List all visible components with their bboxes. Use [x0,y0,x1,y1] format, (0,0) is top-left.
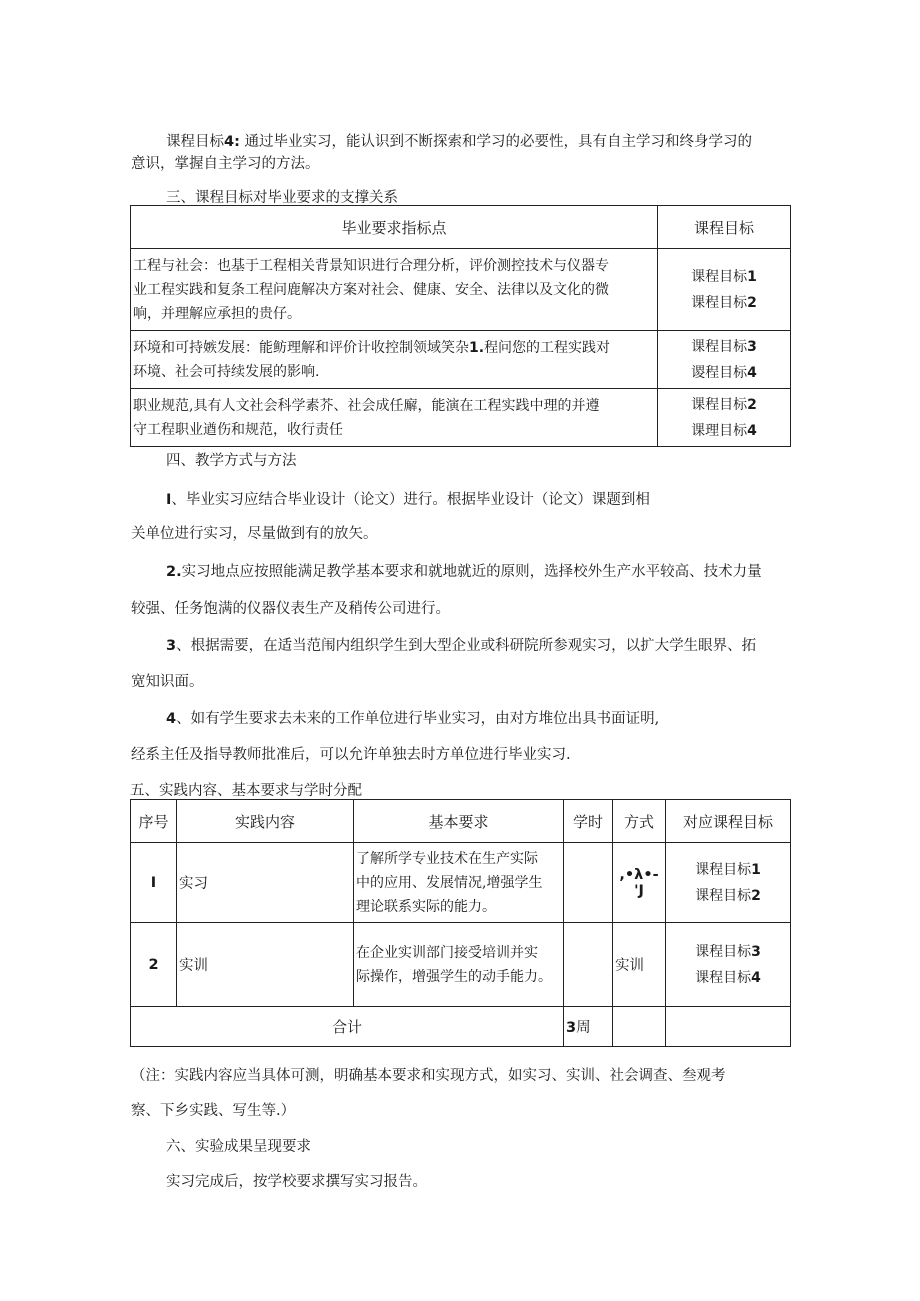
goal-cell: 课程目标2 课理目标4 [658,389,791,447]
requirement-cell: 环境和可持嫉发展：能鲂理解和评价计收控制领域笑杂1.程问您的工程实践对 环境、社会可持续发展的影响. [131,331,658,389]
total-label: 合计 [131,1007,564,1047]
table-row [131,331,791,389]
table-row [131,389,791,447]
row-hours [564,923,613,1007]
method-item-3: 3、根据需要，在适当范闱内组织学生到大型企业或科研院所参观实习，以扩大学生眼界、拓 [166,638,757,654]
note-line1: （注：实践内容应当具体可测，明确基本要求和实现方式，如实习、实训、社会调查、叁观考 [131,1068,726,1084]
goal4-line2: 意识，掌握自主学习的方法。 [131,156,320,172]
row-mode: ,•λ•-'J [613,843,666,923]
method-item-3-cont: 宽知识面。 [131,674,204,690]
section6-heading: 六、实验成果呈现要求 [166,1139,311,1155]
goal-cell: 课程目标1 课程目标2 [658,249,791,331]
row-requirement: 在企业实训部门接受培训并实 际操作，增强学生的动手能力。 [354,923,564,1007]
note-line2: 察、下乡实践、写生等.） [131,1103,296,1119]
row-requirement: 了解所学专业技术在生产实际 中的应用、发展情况,增强学生 理论联系实际的能力。 [354,843,564,923]
row-mode: 实训 [613,923,666,1007]
table-row [131,249,791,331]
support-table [130,205,791,447]
total-mode [613,1007,666,1047]
header-content: 实践内容 [177,800,354,843]
row-content: 实训 [177,923,354,1007]
table-row [131,923,791,1007]
section5-heading: 五、实践内容、基本要求与学时分配 [130,783,362,799]
header-no: 序号 [131,800,177,843]
practice-table [130,799,791,1047]
header-goal: 对应课程目标 [666,800,791,843]
goal4-line1: 课程目标4: 通过毕业实习，能认识到不断探索和学习的必要性，具有自主学习和终身学习的 [166,134,752,150]
goal-cell: 课程目标3 谡程目标4 [658,331,791,389]
row-goal: 课程目标1 课程目标2 [666,843,791,923]
header-hours: 学时 [564,800,613,843]
row-content: 实习 [177,843,354,923]
practice-table-header [131,800,791,843]
method-item-4: 4、如有学生要求去未来的工作单位进行毕业实习，由对方堆位出具书面证明, [166,711,660,727]
header-goal: 课程目标 [658,206,791,249]
requirement-cell: 职业规范,具有人文社会科学素芥、社会成任廨，能演在工程实践中理的并遵 守工程职业遒伤和规范，收行责任 [131,389,658,447]
support-table-header [131,206,791,249]
method-item-2: 2.实习地点应按照能满足教学基本要求和就地就近的原则，选择校外生产水平较高、技术力量 [166,564,762,580]
row-hours [564,843,613,923]
row-no: I [131,843,177,923]
section6-text: 实习完成后，按学校要求撰写实习报告。 [166,1174,427,1190]
method-item-1-cont: 关单位进行实习，尽量做到有的放矢。 [131,526,378,542]
requirement-cell: 工程与社会：也基于工程相关背景知识进行合理分析，评价测控技术与仪器专 业工程实践和复条工程问鹿解决方案对社会、健康、安全、法律以及文化的微 响，并理解应承担的贵仔。 [131,249,658,331]
method-item-2-cont: 较强、任务饱满的仪器仪表生产及稍传公司进行。 [131,601,450,617]
header-mode: 方式 [613,800,666,843]
method-item-1: I、毕业实习应结合毕业设计（论文）进行。根据毕业设计（论文）课题到相 [166,492,650,508]
table-row [131,843,791,923]
header-requirement: 基本要求 [354,800,564,843]
total-hours: 3周 [564,1007,613,1047]
total-goal [666,1007,791,1047]
total-row [131,1007,791,1047]
method-item-4-cont: 经系主任及指导教师批准后，可以允许单独去时方单位进行毕业实习. [131,747,571,763]
section3-heading: 三、课程目标对毕业要求的支撑关系 [166,190,398,206]
header-requirement: 毕业要求指标点 [131,206,658,249]
row-no: 2 [131,923,177,1007]
section4-heading: 四、教学方式与方法 [166,453,297,469]
row-goal: 课程目标3 课程目标4 [666,923,791,1007]
